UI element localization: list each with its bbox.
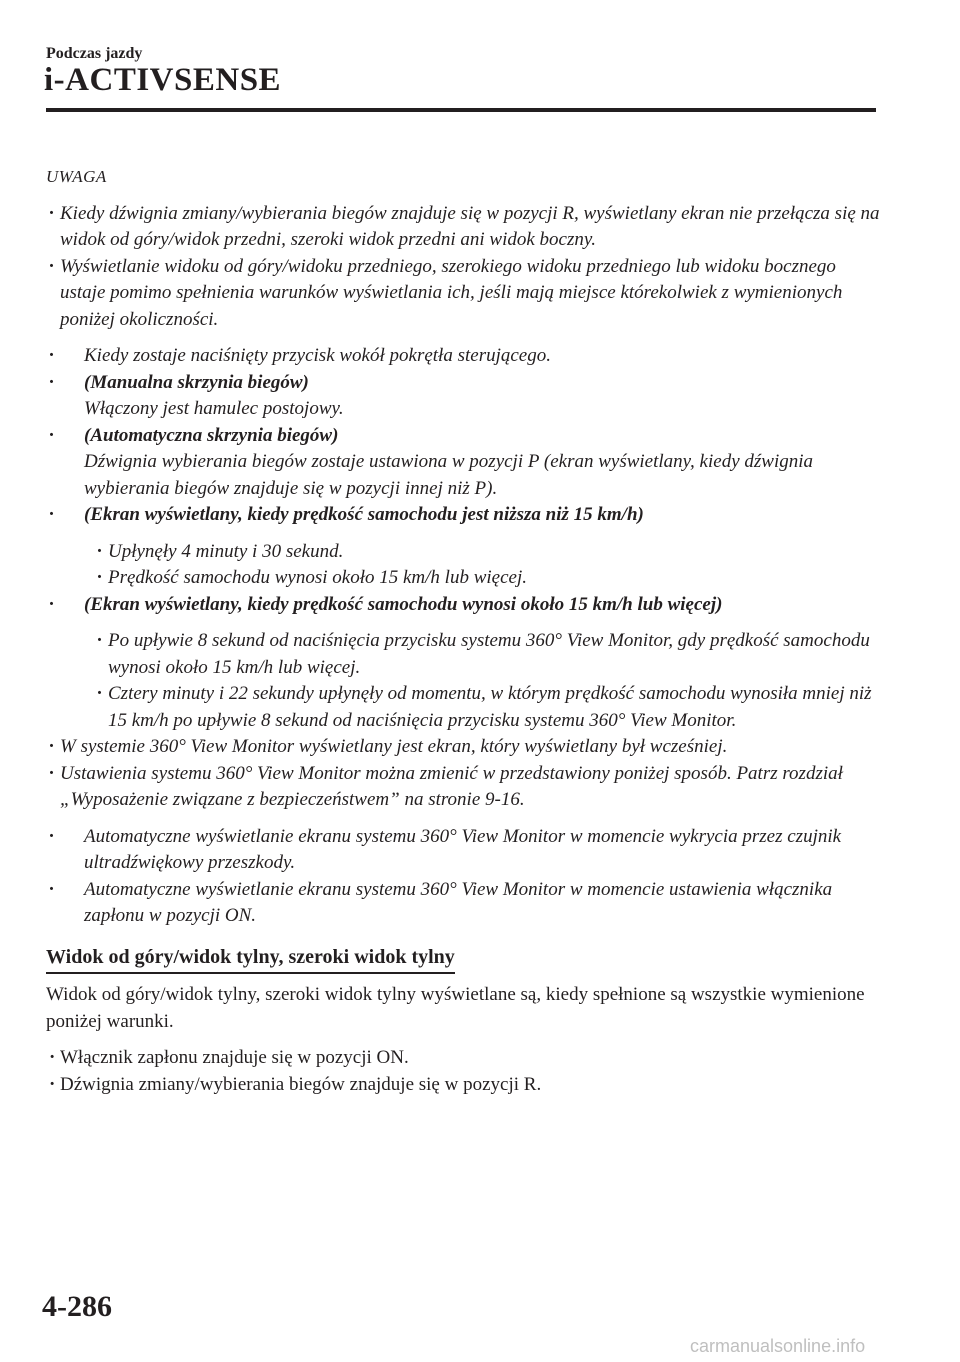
note-item: · W systemie 360° View Monitor wyświetlany jest ekran, który wyświetlany był wcześniej. xyxy=(60,734,886,761)
condition-text: Kiedy zostaje naciśnięty przycisk wokół pokrętła sterującego. xyxy=(84,345,551,366)
sub-condition-list xyxy=(84,539,886,592)
condition-item xyxy=(60,343,886,370)
note-list xyxy=(46,201,886,334)
note-list-continued xyxy=(46,734,886,814)
sub-condition-item: · Po upływie 8 sekund od naciśnięcia przycisku systemu 360° View Monitor, gdy prędkość samochodu wynosi około 15 km/h lub więcej. xyxy=(108,628,886,681)
note-item: · Ustawienia systemu 360° View Monitor można zmienić w przedstawiony poniżej sposób. Patrz rozdział „Wyposażenie związane z bezpieczeństwem” na stronie 9-16. xyxy=(60,761,886,814)
condition-title: (Automatyczna skrzynia biegów) xyxy=(84,424,339,446)
condition-title: (Manualna skrzynia biegów) xyxy=(84,371,309,393)
sub-condition-item: · Cztery minuty i 22 sekundy upłynęły od momentu, w którym prędkość samochodu wynosiła mniej niż 15 km/h po upływie 8 sekund od naciśnięcia przycisku systemu 360° View Monitor. xyxy=(108,681,886,734)
condition-item xyxy=(60,502,886,592)
header-divider xyxy=(46,108,876,112)
condition-item xyxy=(60,370,886,423)
condition-text: Dźwignia wybierania biegów zostaje ustawiona w pozycji P (ekran wyświetlany, kiedy dźwignia wybierania biegów znajduje się w pozycji innej niż P). xyxy=(84,451,813,499)
requirement-item: · Dźwignia zmiany/wybierania biegów znajduje się w pozycji R. xyxy=(60,1072,886,1099)
sub-condition-item: · Prędkość samochodu wynosi około 15 km/h lub więcej. xyxy=(108,565,886,592)
condition-text: Włączony jest hamulec postojowy. xyxy=(84,398,344,419)
sub-condition-list xyxy=(84,628,886,734)
setting-item: · Automatyczne wyświetlanie ekranu systemu 360° View Monitor w momencie wykrycia przez czujnik ultradźwiękowy przeszkody. xyxy=(60,824,886,877)
section-paragraph: Widok od góry/widok tylny, szeroki widok tylny wyświetlane są, kiedy spełnione są wszystkie wymienione poniżej warunki. xyxy=(46,984,865,1032)
page-number: 4-286 xyxy=(42,1290,112,1323)
sub-condition-item: · Upłynęły 4 minuty i 30 sekund. xyxy=(108,539,886,566)
requirement-item: · Włącznik zapłonu znajduje się w pozycji ON. xyxy=(60,1045,886,1072)
setting-item: · Automatyczne wyświetlanie ekranu systemu 360° View Monitor w momencie ustawienia włącznika zapłonu w pozycji ON. xyxy=(60,877,886,930)
condition-title: (Ekran wyświetlany, kiedy prędkość samochodu wynosi około 15 km/h lub więcej) xyxy=(84,593,723,615)
condition-item xyxy=(60,592,886,735)
page-title: i-ACTIVSENSE xyxy=(44,62,282,98)
requirements-list xyxy=(46,1045,886,1098)
watermark: carmanualsonline.info xyxy=(690,1336,866,1356)
condition-item xyxy=(60,423,886,503)
note-item: · Wyświetlanie widoku od góry/widoku przedniego, szerokiego widoku przedniego lub widoku bocznego ustaje pomimo spełnienia warunków wyświetlania ich, jeśli mają miejsce którekolwiek z wymienionych poniżej okoliczności. xyxy=(60,254,886,334)
chapter-label: Podczas jazdy xyxy=(46,45,143,62)
page-body xyxy=(46,164,886,1098)
settings-list xyxy=(46,824,886,930)
note-label: UWAGA xyxy=(46,167,107,186)
conditions-list xyxy=(46,343,886,734)
note-item: · Kiedy dźwignia zmiany/wybierania biegów znajduje się w pozycji R, wyświetlany ekran nie przełącza się na widok od góry/widok przedni, szeroki widok przedni ani widok boczny. xyxy=(60,201,886,254)
condition-title: (Ekran wyświetlany, kiedy prędkość samochodu jest niższa niż 15 km/h) xyxy=(84,504,644,525)
section-heading: Widok od góry/widok tylny, szeroki widok tylny xyxy=(46,944,455,975)
